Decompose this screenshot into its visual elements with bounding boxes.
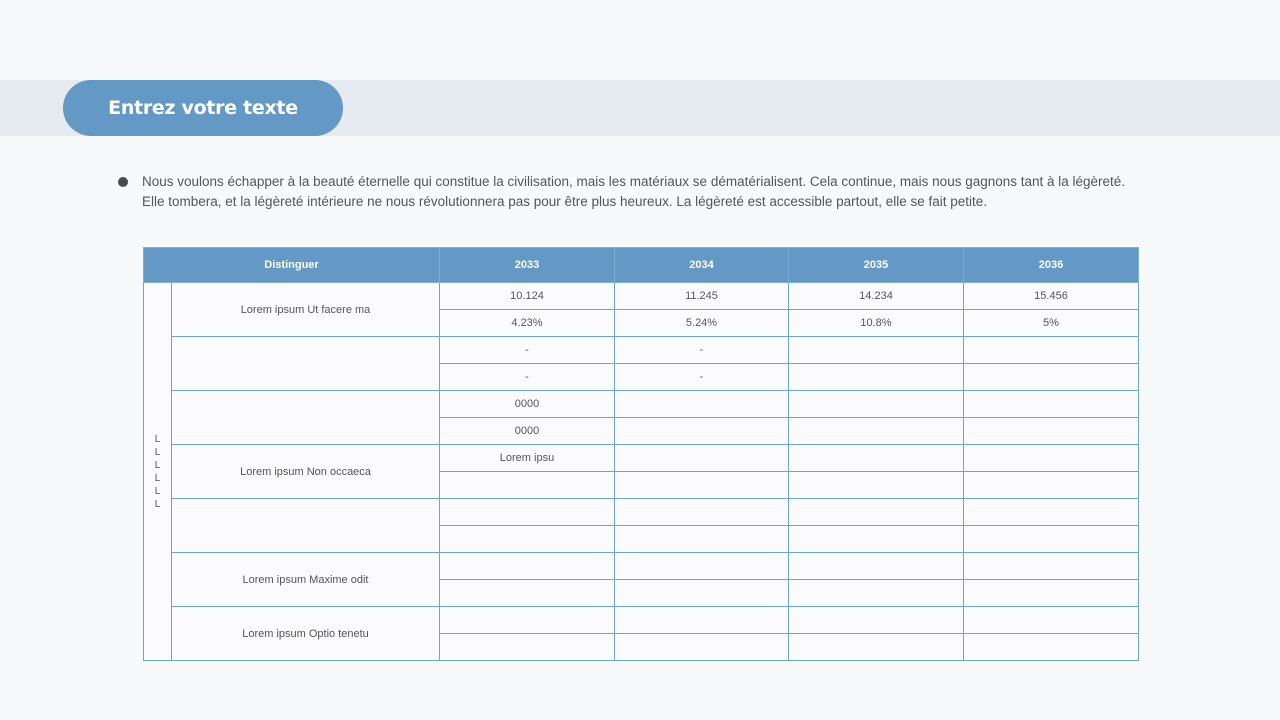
table-cell	[440, 553, 615, 580]
bullet-text	[142, 172, 1125, 212]
table-row	[144, 445, 1139, 472]
table-cell	[789, 445, 964, 472]
table-cell: 14.234	[789, 283, 964, 310]
table-cell	[964, 499, 1139, 526]
table-cell: 15.456	[964, 283, 1139, 310]
table-cell	[964, 364, 1139, 391]
table-cell	[615, 607, 789, 634]
table-cell	[964, 526, 1139, 553]
group-label: Lorem ipsum Maxime odit	[172, 553, 440, 607]
table-cell	[615, 553, 789, 580]
side-letter: L	[154, 498, 161, 510]
table-cell	[440, 472, 615, 499]
table-cell	[789, 580, 964, 607]
table-cell	[789, 418, 964, 445]
table-cell: 11.245	[615, 283, 789, 310]
table-cell: -	[615, 364, 789, 391]
side-letter: L	[154, 485, 161, 497]
table-cell	[615, 391, 789, 418]
title-pill	[63, 80, 343, 136]
header-2034: 2034	[615, 248, 789, 283]
table-cell: -	[440, 364, 615, 391]
table-cell: 10.124	[440, 283, 615, 310]
table-cell	[615, 634, 789, 661]
table-cell: -	[440, 337, 615, 364]
table-header-row	[144, 248, 1139, 283]
table-cell	[964, 472, 1139, 499]
table-cell: -	[615, 337, 789, 364]
bullet-item	[118, 172, 1158, 212]
header-2033: 2033	[440, 248, 615, 283]
table-row	[144, 553, 1139, 580]
table-cell	[440, 634, 615, 661]
table-cell	[440, 580, 615, 607]
table-cell	[615, 445, 789, 472]
table-cell	[964, 418, 1139, 445]
table-cell: 5%	[964, 310, 1139, 337]
table-cell	[964, 337, 1139, 364]
table-cell	[789, 499, 964, 526]
side-letter: L	[154, 472, 161, 484]
table-cell	[615, 580, 789, 607]
side-label-cell	[144, 283, 172, 661]
table-cell: 4.23%	[440, 310, 615, 337]
table-cell	[789, 472, 964, 499]
table-cell	[440, 607, 615, 634]
side-letter: L	[154, 433, 161, 445]
group-label	[172, 391, 440, 445]
slide-title: Entrez votre texte	[108, 97, 298, 119]
table-cell	[789, 553, 964, 580]
table-cell	[964, 553, 1139, 580]
group-label	[172, 499, 440, 553]
side-letter: L	[154, 446, 161, 458]
bullet-dot-icon	[118, 177, 128, 187]
table-cell	[789, 634, 964, 661]
table-cell	[615, 499, 789, 526]
table-cell	[440, 526, 615, 553]
header-2036: 2036	[964, 248, 1139, 283]
paragraph-line: Elle tombera, et la légèreté intérieure ne nous révolutionnera pas pour être plus heureux. La légèreté est accessible partout, elle se fait petite.	[142, 194, 988, 209]
header-2035: 2035	[789, 248, 964, 283]
table-cell: Lorem ipsu	[440, 445, 615, 472]
table-row	[144, 607, 1139, 634]
table-cell	[789, 391, 964, 418]
table-cell	[964, 391, 1139, 418]
table-cell: 0000	[440, 391, 615, 418]
table-cell	[964, 445, 1139, 472]
table-cell	[964, 634, 1139, 661]
table-row	[144, 499, 1139, 526]
table-cell	[964, 580, 1139, 607]
table-cell	[789, 364, 964, 391]
table-cell: 0000	[440, 418, 615, 445]
table-cell	[615, 418, 789, 445]
group-label: Lorem ipsum Non occaeca	[172, 445, 440, 499]
table-cell	[615, 526, 789, 553]
group-label	[172, 337, 440, 391]
group-label: Lorem ipsum Ut facere ma	[172, 283, 440, 337]
table-cell	[964, 607, 1139, 634]
data-table	[143, 247, 1139, 661]
side-letter: L	[154, 459, 161, 471]
table-cell	[789, 337, 964, 364]
table-cell	[440, 499, 615, 526]
table-row	[144, 391, 1139, 418]
table-cell	[789, 526, 964, 553]
paragraph-line: Nous voulons échapper à la beauté éternelle qui constitue la civilisation, mais les matériaux se dématérialisent. Cela continue, mais nous gagnons tant à la légèreté.	[142, 174, 1126, 189]
table-row	[144, 337, 1139, 364]
table-cell	[615, 472, 789, 499]
table-row	[144, 283, 1139, 310]
table-cell	[789, 607, 964, 634]
table-cell: 10.8%	[789, 310, 964, 337]
table-cell: 5.24%	[615, 310, 789, 337]
group-label: Lorem ipsum Optio tenetu	[172, 607, 440, 661]
header-distinguer: Distinguer	[144, 248, 440, 283]
